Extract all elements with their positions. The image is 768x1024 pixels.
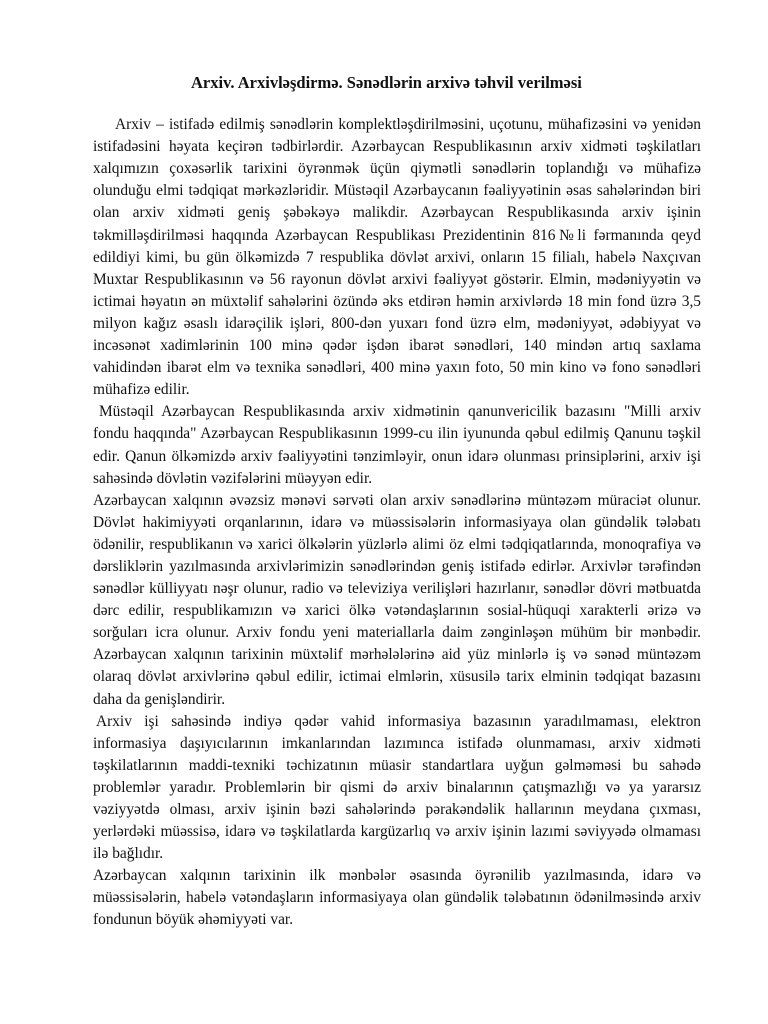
paragraph-legislative-basis: Müstəqil Azərbaycan Respublikasında arxiv xidmətinin qanunvericilik bazasını "Milli arxiv fondu haqqında" Azərbaycan Respublikasının 1999-cu ilin iyununda qəbul edilmiş Qanunu təşkil edir. Qanun ölkəmizdə arxiv fəaliyyətini tənzimləyir, onun idarə olunması prinsiplərini, arxiv işi sahəsində dövlətin vəzifələrini müəyyən edir. <box>93 403 701 487</box>
paragraph-archive-usage: Azərbaycan xalqının əvəzsiz mənəvi sərvəti olan arxiv sənədlərinə müntəzəm müraciət olunur. Dövlət hakimiyyəti orqanlarının, idarə və müəssisələrin informasiyaya olan gündəlik tələbatı ödənilir, respublikanın və xarici ölkələrin yüzlərlə alimi öz elmi tədqiqatlarında, monoqrafiya və dərsliklərin yazılmasında arxivlərimizin sənədlərindən geniş istifadə edirlər. Arxivlər tərəfindən sənədlər külliyyatı nəşr olunur, radio və televiziya verilişləri hazırlanır, sənədlər dövri mətbuatda dərc edilir, respublikamızın və xarici ölkə vətəndaşlarının sosial-hüquqi xarakterli ərizə və sorğuları icra olunur. Arxiv fondu yeni materiallarla daim zənginləşən mühüm bir mənbədir. Azərbaycan xalqının tarixinin müxtəlif mərhələlərinə aid yüz minlərlə iş və sənəd müntəzəm olaraq dövlət arxivlərinə qəbul edilir, ictimai elmlərin, xüsusilə tarix elminin tədqiqat bazasını daha da genişləndirir. <box>93 491 701 708</box>
document-title: Arxiv. Arxivləşdirmə. Sənədlərin arxivə təhvil verilməsi <box>191 73 582 92</box>
document-page <box>93 72 701 932</box>
paragraph-archive-importance: Azərbaycan xalqının tarixinin ilk mənbələr əsasında öyrənilib yazılmasında, idarə və müəssisələrin, habelə vətəndaşların informasiyaya olan gündəlik tələbatının ödənilməsində arxiv fondunun böyük əhəmiyyəti var. <box>93 867 701 929</box>
paragraph-archive-problems: Arxiv işi sahəsində indiyə qədər vahid informasiya bazasının yaradılmaması, elektron informasiya daşıyıcılarının imkanlarından lazımınca istifadə olunmaması, arxiv xidməti təşkilatlarının maddi-texniki təchizatının müasir standartlara uyğun gəlməməsi bu sahədə problemlər yaradır. Problemlərin bir qismi də arxiv binalarının çatışmazlığı və ya yararsız vəziyyətdə olması, arxiv işinin bəzi sahələrində pərakəndəlik hallarının meydana çıxması, yerlərdəki müəssisə, idarə və təşkilatlarda kargüzarlıq və arxiv işinin lazımi səviyyədə olmaması ilə bağlıdır. <box>93 712 701 863</box>
paragraph-archive-definition: Arxiv – istifadə edilmiş sənədlərin komplektləşdirilməsini, uçotunu, mühafizəsini və yenidən istifadəsini həyata keçirən tədbirlərdir. Azərbaycan Respublikasının arxiv xidməti təşkilatları xalqımızın çoxəsərlik tarixini öyrənmək üçün qiymətli sənədlərin toplandığı və mühafizə olunduğu elmi tədqiqat mərkəzləridir. Müstəqil Azərbaycanın fəaliyyətinin əsas sahələrindən biri olan arxiv xidməti geniş şəbəkəyə malikdir. Azərbaycan Respublikasında arxiv işinin təkmilləşdirilməsi haqqında Azərbaycan Respublikası Prezidentinin 816№li fərmanında qeyd edildiyi kimi, bu gün ölkəmizdə 7 respublika dövlət arxivi, onların 15 filialı, habelə Naxçıvan Muxtar Respublikasının və 56 rayonun dövlət arxivi fəaliyyət göstərir. Elmin, mədəniyyətin və ictimai həyatın ən müxtəlif sahələrini özündə əks etdirən həmin arxivlərdə 18 min fond üzrə 3,5 milyon kağız əsaslı idarəçilik işləri, 800-dən yuxarı fond üzrə elm, mədəniyyət, ədəbiyyat və incəsənət xadimlərinin 100 minə qədər işdən ibarət sənədləri, 140 mindən artıq saxlama vahidindən ibarət elm və texnika sənədləri, 400 minə yaxın foto, 50 min kino və fono sənədləri mühafizə edilir. <box>93 116 701 399</box>
